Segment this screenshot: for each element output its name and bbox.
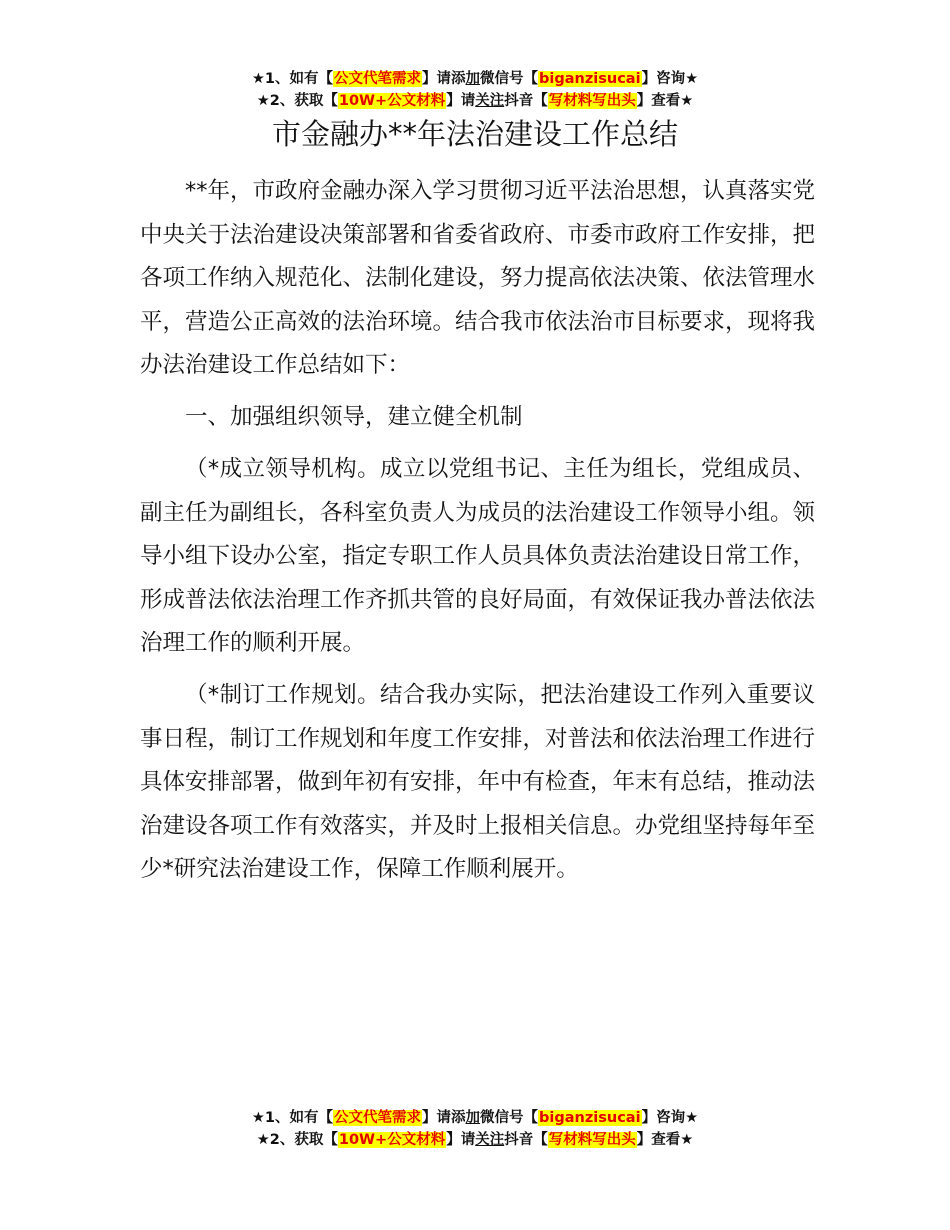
highlight-materials: 10W+公文材料 (338, 1132, 446, 1148)
highlight-wechat-id: biganzisucai (539, 1110, 641, 1126)
section-heading-1: 一、加强组织领导，建立健全机制 (185, 404, 523, 430)
promo-line-2: ★2、获取【10W+公文材料】请关注抖音【写材料写出头】查看★ (256, 1132, 694, 1148)
promo-line-2: ★2、获取【10W+公文材料】请关注抖音【写材料写出头】查看★ (256, 93, 694, 109)
paragraph-intro: **年，市政府金融办深入学习贯彻习近平法治思想，认真落实党中央关于法治建设决策部署和省委省政府、市委市政府工作安排，把各项工作纳入规范化、法制化建设，努力提高依法决策、依法管理水平，营造公正高效的法治环境。结合我市依法治市目标要求，现将我办法治建设工作总结如下： (140, 178, 816, 378)
highlight-materials: 10W+公文材料 (338, 93, 446, 109)
paragraph-leadership: （*成立领导机构。成立以党组书记、主任为组长，党组成员、副主任为副组长，各科室负责人为成员的法治建设工作领导小组。领导小组下设办公室，指定专职工作人员具体负责法治建设日常工作，形成普法依法治理工作齐抓共管的良好局面，有效保证我办普法依法治理工作的顺利开展。 (140, 456, 816, 656)
highlight-douyin-account: 写材料写出头 (548, 1132, 636, 1148)
document-title: 市金融办**年法治建设工作总结 (271, 117, 678, 151)
promo-banner-bottom (0, 1107, 950, 1151)
promo-banner-top (0, 68, 950, 112)
highlight-service: 公文代笔需求 (334, 1110, 422, 1126)
paragraph-planning: （*制订工作规划。结合我办实际，把法治建设工作列入重要议事日程，制订工作规划和年度工作安排，对普法和依法治理工作进行具体安排部署，做到年初有安排，年中有检查，年末有总结，推动法治建设各项工作有效落实，并及时上报相关信息。办党组坚持每年至少*研究法治建设工作，保障工作顺利展开。 (140, 682, 816, 882)
promo-line-1: ★1、如有【公文代笔需求】请添加微信号【biganzisucai】咨询★ (251, 71, 699, 87)
highlight-douyin-account: 写材料写出头 (548, 93, 636, 109)
highlight-service: 公文代笔需求 (334, 71, 422, 87)
promo-line-1: ★1、如有【公文代笔需求】请添加微信号【biganzisucai】咨询★ (251, 1110, 699, 1126)
highlight-wechat-id: biganzisucai (539, 71, 641, 87)
document-body (140, 170, 815, 892)
